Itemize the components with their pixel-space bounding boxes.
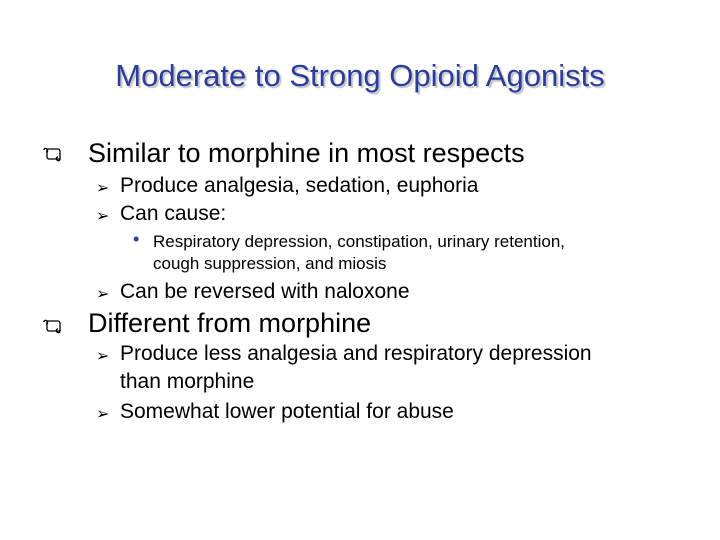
arrow-right-icon: ➢ <box>96 406 110 423</box>
scroll-dingbat-icon <box>42 145 62 165</box>
section-2-heading: Different from morphine <box>88 308 372 338</box>
dot-icon: • <box>133 229 140 249</box>
slide-title: Moderate to Strong Opioid Agonists <box>115 58 605 93</box>
section-1-item-3: Can be reversed with naloxone <box>120 280 410 303</box>
section-2-item-1-line-2: than morphine <box>120 370 255 393</box>
section-2-item-1-line-1: Produce less analgesia and respiratory depression <box>120 342 592 365</box>
arrow-right-icon: ➢ <box>96 286 110 303</box>
section-1-subitem-line-1: Respiratory depression, constipation, urinary retention, <box>153 232 565 251</box>
arrow-right-icon: ➢ <box>96 208 110 225</box>
section-1-item-2: Can cause: <box>120 202 227 225</box>
section-1-heading: Similar to morphine in most respects <box>88 138 525 168</box>
section-1-item-1: Produce analgesia, sedation, euphoria <box>120 174 479 197</box>
arrow-right-icon: ➢ <box>96 348 110 365</box>
arrow-right-icon: ➢ <box>96 180 110 197</box>
scroll-dingbat-icon <box>42 317 62 337</box>
section-2-item-2: Somewhat lower potential for abuse <box>120 400 454 423</box>
section-1-subitem-line-2: cough suppression, and miosis <box>153 254 387 273</box>
